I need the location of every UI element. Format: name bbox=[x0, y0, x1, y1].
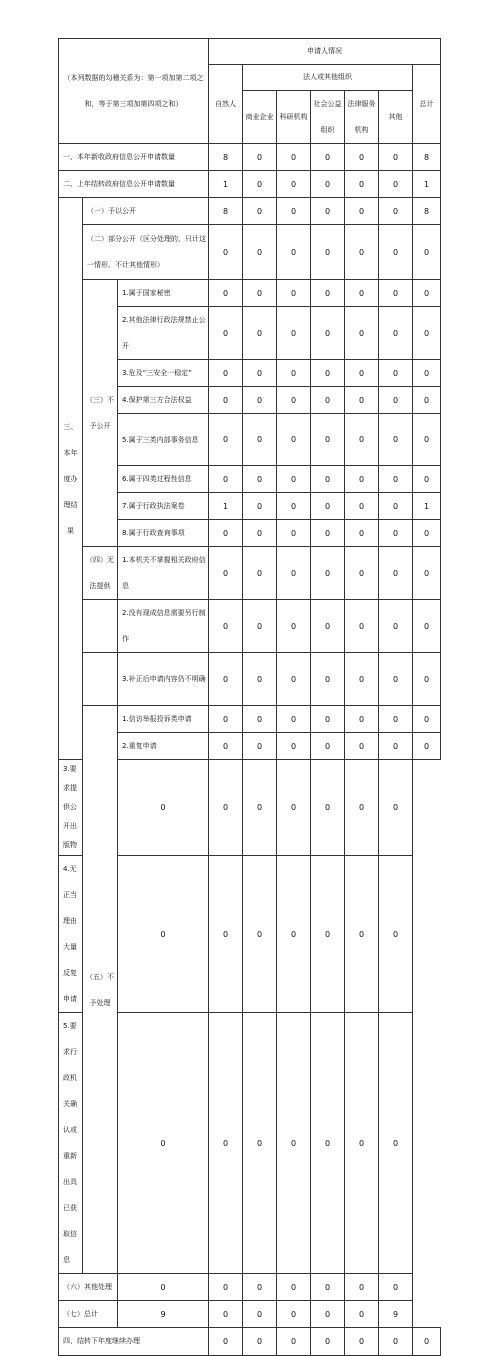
sec3d-label-cont bbox=[83, 600, 118, 653]
cell: 0 bbox=[243, 733, 277, 760]
cell: 0 bbox=[345, 198, 379, 225]
sec3-label: 三、本年度办理结果 bbox=[59, 198, 83, 760]
cell: 0 bbox=[243, 547, 277, 600]
cell: 0 bbox=[209, 1301, 243, 1328]
cell: 0 bbox=[345, 856, 379, 1013]
cell: 0 bbox=[413, 360, 441, 387]
header-total: 总计 bbox=[413, 65, 441, 144]
cell: 0 bbox=[118, 856, 209, 1013]
cell: 0 bbox=[118, 1013, 209, 1274]
cell: 0 bbox=[311, 733, 345, 760]
cell: 9 bbox=[118, 1301, 209, 1328]
cell: 0 bbox=[345, 733, 379, 760]
cell: 0 bbox=[379, 144, 413, 171]
cell: 0 bbox=[311, 493, 345, 520]
cell: 0 bbox=[311, 144, 345, 171]
sec3d-item-label: 1.本机关不掌握相关政府信息 bbox=[118, 547, 209, 600]
cell: 0 bbox=[379, 307, 413, 360]
sec3e-item-label: 2.重复申请 bbox=[118, 733, 209, 760]
cell: 0 bbox=[311, 360, 345, 387]
cell: 0 bbox=[311, 387, 345, 414]
cell: 0 bbox=[379, 733, 413, 760]
header-social: 社会公益组织 bbox=[311, 91, 345, 144]
cell: 0 bbox=[413, 280, 441, 307]
cell: 0 bbox=[379, 760, 413, 856]
sec3c-item-label: 1.属于国家秘密 bbox=[118, 280, 209, 307]
cell: 0 bbox=[345, 225, 379, 280]
sec3e-item-label: 5.要求行政机关确认或重新出具已获取信息 bbox=[59, 1013, 83, 1274]
cell: 0 bbox=[379, 493, 413, 520]
cell: 0 bbox=[277, 1328, 311, 1356]
cell: 0 bbox=[379, 600, 413, 653]
cell: 0 bbox=[277, 653, 311, 706]
cell: 0 bbox=[209, 856, 243, 1013]
cell: 0 bbox=[277, 520, 311, 547]
cell: 0 bbox=[311, 280, 345, 307]
cell: 0 bbox=[311, 706, 345, 733]
cell: 8 bbox=[413, 198, 441, 225]
cell: 0 bbox=[277, 360, 311, 387]
cell: 0 bbox=[311, 225, 345, 280]
cell: 0 bbox=[345, 1013, 379, 1274]
cell: 0 bbox=[413, 414, 441, 466]
sec3c-item-label: 6.属于四类过程性信息 bbox=[118, 466, 209, 493]
sec3e-item-label: 1.信访举报投诉类申请 bbox=[118, 706, 209, 733]
cell: 0 bbox=[345, 360, 379, 387]
cell: 0 bbox=[243, 198, 277, 225]
cell: 9 bbox=[379, 1301, 413, 1328]
cell: 0 bbox=[311, 547, 345, 600]
cell: 1 bbox=[413, 171, 441, 198]
cell: 0 bbox=[379, 171, 413, 198]
cell: 0 bbox=[311, 1328, 345, 1356]
cell: 0 bbox=[209, 280, 243, 307]
cell: 0 bbox=[209, 466, 243, 493]
cell: 0 bbox=[243, 144, 277, 171]
cell: 0 bbox=[413, 307, 441, 360]
cell: 0 bbox=[345, 280, 379, 307]
cell: 0 bbox=[311, 653, 345, 706]
cell: 0 bbox=[209, 547, 243, 600]
header-natural: 自然人 bbox=[209, 65, 243, 144]
sec3c-item-label: 7.属于行政执法案卷 bbox=[118, 493, 209, 520]
sec3g-label: （七）总计 bbox=[59, 1301, 118, 1328]
cell: 0 bbox=[209, 733, 243, 760]
cell: 0 bbox=[243, 171, 277, 198]
cell: 0 bbox=[243, 280, 277, 307]
cell: 0 bbox=[345, 653, 379, 706]
cell: 0 bbox=[379, 280, 413, 307]
cell: 0 bbox=[379, 387, 413, 414]
cell: 0 bbox=[345, 466, 379, 493]
cell: 0 bbox=[209, 1328, 243, 1356]
cell: 0 bbox=[118, 760, 209, 856]
cell: 0 bbox=[379, 653, 413, 706]
cell: 0 bbox=[379, 198, 413, 225]
row4-label: 四、结转下年度继续办理 bbox=[59, 1328, 209, 1356]
sec3c-item-label: 2.其他法律行政法规禁止公开 bbox=[118, 307, 209, 360]
cell: 0 bbox=[379, 856, 413, 1013]
cell: 0 bbox=[209, 1274, 243, 1301]
cell: 0 bbox=[345, 706, 379, 733]
cell: 0 bbox=[209, 225, 243, 280]
cell: 0 bbox=[311, 856, 345, 1013]
cell: 0 bbox=[277, 600, 311, 653]
cell: 0 bbox=[243, 307, 277, 360]
cell: 0 bbox=[311, 198, 345, 225]
cell: 0 bbox=[277, 225, 311, 280]
cell: 1 bbox=[209, 493, 243, 520]
cell: 0 bbox=[379, 225, 413, 280]
cell: 0 bbox=[277, 547, 311, 600]
cell: 0 bbox=[277, 1274, 311, 1301]
cell: 0 bbox=[379, 547, 413, 600]
cell: 8 bbox=[209, 144, 243, 171]
cell: 0 bbox=[413, 387, 441, 414]
cell: 0 bbox=[209, 387, 243, 414]
header-commercial: 商业企业 bbox=[243, 91, 277, 144]
cell: 0 bbox=[345, 760, 379, 856]
header-applicant: 申请人情况 bbox=[209, 39, 441, 65]
cell: 0 bbox=[345, 1328, 379, 1356]
cell: 0 bbox=[277, 1013, 311, 1274]
cell: 0 bbox=[311, 1301, 345, 1328]
cell: 8 bbox=[209, 198, 243, 225]
cell: 0 bbox=[277, 414, 311, 466]
cell: 0 bbox=[243, 1301, 277, 1328]
cell: 0 bbox=[379, 360, 413, 387]
sec3e-item-label: 4.无正当理由大量反复申请 bbox=[59, 856, 83, 1013]
cell: 0 bbox=[243, 520, 277, 547]
cell: 0 bbox=[277, 307, 311, 360]
cell: 0 bbox=[345, 1274, 379, 1301]
sec3a-label: （一）予以公开 bbox=[83, 198, 209, 225]
cell: 0 bbox=[345, 520, 379, 547]
cell: 0 bbox=[379, 520, 413, 547]
sec3d-item-label: 3.补正后申请内容仍不明确 bbox=[118, 653, 209, 706]
cell: 0 bbox=[379, 1274, 413, 1301]
cell: 0 bbox=[311, 466, 345, 493]
cell: 0 bbox=[277, 198, 311, 225]
cell: 0 bbox=[311, 760, 345, 856]
cell: 0 bbox=[413, 225, 441, 280]
cell: 0 bbox=[209, 307, 243, 360]
cell: 0 bbox=[345, 493, 379, 520]
cell: 0 bbox=[243, 1328, 277, 1356]
sec3c-item-label: 8.属于行政查询事项 bbox=[118, 520, 209, 547]
cell: 0 bbox=[413, 547, 441, 600]
cell: 0 bbox=[209, 760, 243, 856]
sec3d-label-cont bbox=[83, 653, 118, 706]
cell: 0 bbox=[209, 653, 243, 706]
sec3c-item-label: 3.危及“三安全一稳定” bbox=[118, 360, 209, 387]
header-research: 科研机构 bbox=[277, 91, 311, 144]
header-legal-service: 法律服务机构 bbox=[345, 91, 379, 144]
cell: 0 bbox=[277, 493, 311, 520]
sec3d-item-label: 2.没有现成信息需要另行制作 bbox=[118, 600, 209, 653]
cell: 0 bbox=[345, 600, 379, 653]
cell: 0 bbox=[277, 171, 311, 198]
cell: 0 bbox=[345, 547, 379, 600]
report-table-container bbox=[58, 38, 440, 1356]
cell: 0 bbox=[277, 856, 311, 1013]
cell: 0 bbox=[243, 414, 277, 466]
cell: 0 bbox=[243, 225, 277, 280]
cell: 0 bbox=[413, 520, 441, 547]
cell: 0 bbox=[345, 387, 379, 414]
sec3c-item-label: 5.属于三类内部事务信息 bbox=[118, 414, 209, 466]
cell: 0 bbox=[379, 1328, 413, 1356]
sec3e-label: （五）不予处理 bbox=[83, 706, 118, 1274]
cell: 1 bbox=[413, 493, 441, 520]
cell: 0 bbox=[118, 1274, 209, 1301]
header-note: （本列数据的勾稽关系为：第一项加第二项之和，等于第三项加第四项之和） bbox=[59, 39, 209, 144]
cell: 0 bbox=[345, 144, 379, 171]
cell: 0 bbox=[311, 520, 345, 547]
sec3d-label: （四）无法提供 bbox=[83, 547, 118, 600]
cell: 0 bbox=[277, 706, 311, 733]
cell: 0 bbox=[345, 414, 379, 466]
cell: 0 bbox=[379, 466, 413, 493]
cell: 0 bbox=[277, 733, 311, 760]
cell: 0 bbox=[379, 706, 413, 733]
cell: 0 bbox=[209, 1013, 243, 1274]
cell: 0 bbox=[243, 600, 277, 653]
cell: 0 bbox=[277, 466, 311, 493]
cell: 0 bbox=[243, 387, 277, 414]
cell: 0 bbox=[277, 760, 311, 856]
sec3c-label: （三）不予公开 bbox=[83, 280, 118, 547]
report-table bbox=[58, 38, 441, 1356]
cell: 8 bbox=[413, 144, 441, 171]
sec3e-item-label: 3.要求提供公开出版物 bbox=[59, 760, 83, 856]
cell: 0 bbox=[243, 653, 277, 706]
cell: 0 bbox=[277, 280, 311, 307]
header-legal: 法人或其他组织 bbox=[243, 65, 413, 91]
cell: 0 bbox=[345, 171, 379, 198]
sec3f-label: （六）其他处理 bbox=[59, 1274, 118, 1301]
cell: 0 bbox=[243, 1274, 277, 1301]
cell: 0 bbox=[277, 387, 311, 414]
cell: 1 bbox=[209, 171, 243, 198]
cell: 0 bbox=[413, 466, 441, 493]
sec3b-label: （二）部分公开（区分处理的，只计这一情形，不计其他情形） bbox=[83, 225, 209, 280]
cell: 0 bbox=[209, 706, 243, 733]
cell: 0 bbox=[311, 171, 345, 198]
cell: 0 bbox=[413, 653, 441, 706]
row2-label: 二、上年结转政府信息公开申请数量 bbox=[59, 171, 209, 198]
cell: 0 bbox=[243, 706, 277, 733]
row1-label: 一、本年新收政府信息公开申请数量 bbox=[59, 144, 209, 171]
cell: 0 bbox=[379, 414, 413, 466]
cell: 0 bbox=[413, 733, 441, 760]
cell: 0 bbox=[277, 1301, 311, 1328]
cell: 0 bbox=[311, 1013, 345, 1274]
cell: 0 bbox=[345, 307, 379, 360]
cell: 0 bbox=[379, 1013, 413, 1274]
cell: 0 bbox=[311, 414, 345, 466]
cell: 0 bbox=[243, 1013, 277, 1274]
cell: 0 bbox=[243, 856, 277, 1013]
cell: 0 bbox=[243, 360, 277, 387]
cell: 0 bbox=[277, 144, 311, 171]
cell: 0 bbox=[243, 760, 277, 856]
sec3c-item-label: 4.保护第三方合法权益 bbox=[118, 387, 209, 414]
cell: 0 bbox=[311, 307, 345, 360]
cell: 0 bbox=[311, 600, 345, 653]
cell: 0 bbox=[209, 600, 243, 653]
cell: 0 bbox=[413, 706, 441, 733]
cell: 0 bbox=[413, 1328, 441, 1356]
cell: 0 bbox=[311, 1274, 345, 1301]
cell: 0 bbox=[243, 466, 277, 493]
cell: 0 bbox=[209, 360, 243, 387]
cell: 0 bbox=[209, 414, 243, 466]
cell: 0 bbox=[243, 493, 277, 520]
header-other: 其他 bbox=[379, 91, 413, 144]
cell: 0 bbox=[209, 520, 243, 547]
cell: 0 bbox=[413, 600, 441, 653]
cell: 0 bbox=[345, 1301, 379, 1328]
